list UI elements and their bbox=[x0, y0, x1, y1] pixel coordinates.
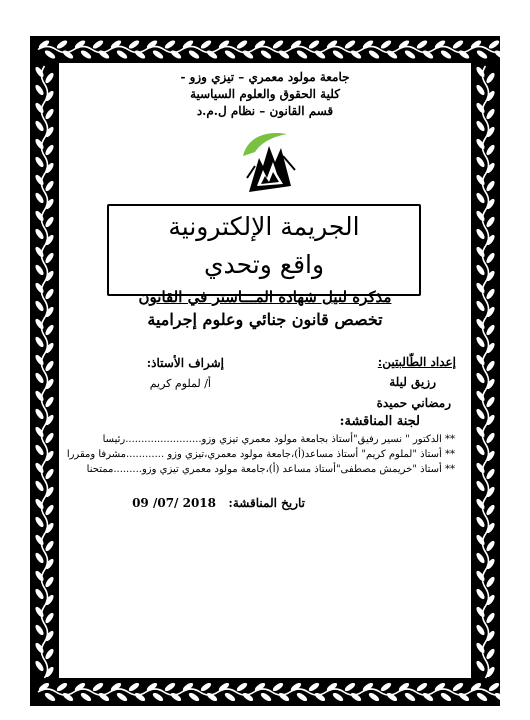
student-name-1: رزيق ليلة bbox=[389, 375, 436, 389]
faculty-name: كلية الحقوق والعلوم السياسية bbox=[190, 87, 340, 101]
supervisor-name: أ/ لملوم كريم bbox=[149, 377, 211, 390]
university-name: جامعة مولود معمري – تيزي وزو - bbox=[180, 70, 350, 84]
defense-date-value: 09 /07/ 2018 bbox=[132, 496, 216, 510]
defense-date-label: تاريخ المناقشة: bbox=[228, 496, 305, 510]
specialty: تخصص قانون جنائي وعلوم إجرامية bbox=[147, 310, 383, 329]
university-logo bbox=[235, 126, 305, 194]
student-name-2: رمضاني حميدة bbox=[376, 396, 451, 410]
degree-statement: مذكرة لنيل شهادة المـــاستر في القانون bbox=[138, 288, 392, 306]
supervisor-label: إشراف الأستاذ: bbox=[146, 356, 224, 370]
title-box bbox=[107, 204, 421, 296]
thesis-subtitle: واقع وتحدي bbox=[203, 250, 325, 279]
committee-member-2: ** أستاذ "لملوم كريم" أستاذ مساعد(أ)،جامعة مولود معمري،تيزي وزو ............مشرفا ومقررا bbox=[66, 449, 455, 460]
department-name: قسم القانون – نظام ل.م.د bbox=[196, 104, 334, 118]
committee-label: لجنة المناقشة: bbox=[339, 414, 420, 429]
students-label: إعداد الطّالبتين: bbox=[377, 355, 456, 369]
thesis-title: الجريمة الإلكترونية bbox=[168, 212, 360, 241]
committee-member-1: ** الدكتور " نسير رفيق"أستاذ بجامعة مولود معمري تيزي وزو........................رئيسا bbox=[102, 434, 455, 445]
committee-member-3: ** أستاذ "خريمش مصطفى"أستاذ مساعد (أ)،جامعة مولود معمري تيزي وزو.........ممتحنا bbox=[86, 464, 455, 475]
